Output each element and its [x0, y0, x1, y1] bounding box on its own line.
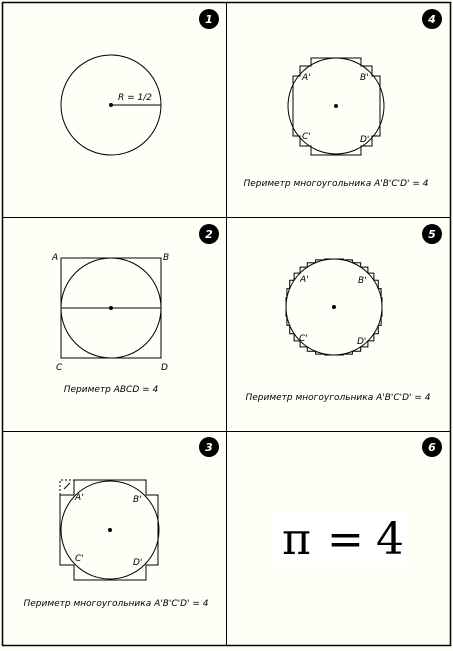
vertex-label-c: C' [75, 554, 84, 564]
pi-symbol: π [282, 514, 311, 565]
panel-number-3: 3 [205, 441, 213, 454]
panel-number-2: 2 [205, 228, 213, 241]
caption: Периметр многоугольника A'B'C'D' = 4 [23, 599, 209, 609]
vertex-label-a: A' [75, 493, 84, 503]
panel-badge-4 [422, 9, 442, 29]
vertex-label-a: A' [302, 73, 311, 83]
panel-badge-5 [422, 224, 442, 244]
formula-value: 4 [376, 514, 404, 565]
caption: Периметр многоугольника A'B'C'D' = 4 [245, 393, 431, 403]
center-dot [334, 104, 338, 108]
panel-number-5: 5 [428, 228, 436, 241]
center-dot [108, 528, 112, 532]
vertex-label-a: A' [300, 275, 309, 285]
panel-number-6: 6 [428, 441, 436, 454]
panel-badge-3 [199, 437, 219, 457]
vertex-label-b: B' [358, 276, 367, 286]
panel-number-1: 1 [205, 13, 213, 26]
radius-label: R = 1/2 [118, 93, 153, 103]
panel-number-4: 4 [428, 13, 436, 26]
vertex-label-c: C' [302, 132, 311, 142]
vertex-label-d: D' [133, 558, 143, 568]
caption: Периметр ABCD = 4 [63, 385, 159, 395]
center-dot [109, 306, 113, 310]
vertex-label-b: B [163, 253, 170, 263]
vertex-label-c: C [56, 363, 63, 373]
vertex-label-c: C' [299, 334, 308, 344]
vertex-label-b: B' [133, 495, 142, 505]
vertex-label-b: B' [360, 73, 369, 83]
panel-badge-1 [199, 9, 219, 29]
center-dot [332, 305, 336, 309]
vertex-label-d: D' [357, 337, 367, 347]
vertex-label-d: D' [360, 135, 370, 145]
vertex-label-d: D [161, 363, 168, 373]
vertex-label-a: A [52, 253, 59, 263]
panel-badge-2 [199, 224, 219, 244]
caption: Периметр многоугольника A'B'C'D' = 4 [243, 179, 429, 189]
equals-sign: = [327, 514, 364, 565]
panel-badge-6 [422, 437, 442, 457]
